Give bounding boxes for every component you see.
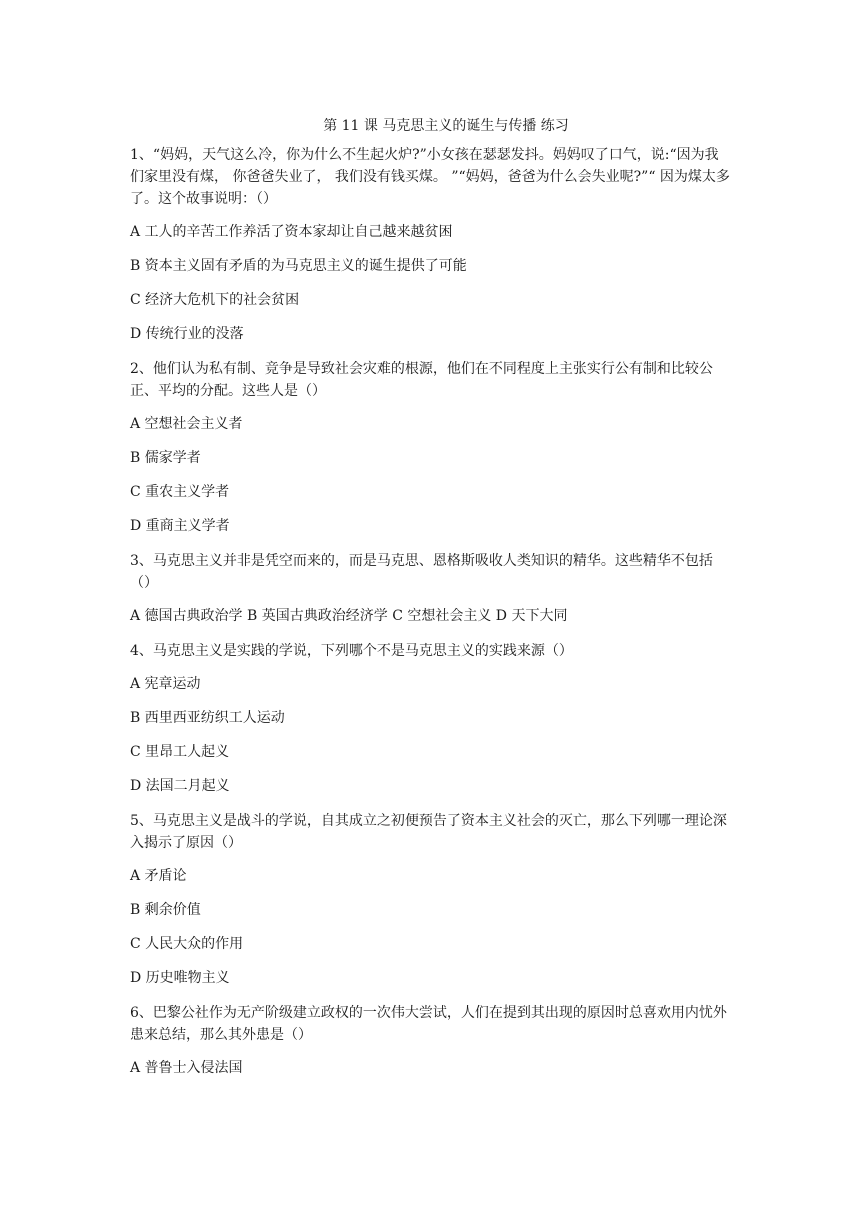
question-6-stem: 6、巴黎公社作为无产阶级建立政权的一次伟大尝试，人们在提到其出现的原因时总喜欢用内忧外患来总结，那么其外患是（） <box>130 1005 727 1043</box>
question-3-stem: 3、马克思主义并非是凭空而来的，而是马克思、恩格斯吸收人类知识的精华。这些精华不包括（） <box>130 553 713 591</box>
question-4-option-a: A 宪章运动 <box>130 676 201 692</box>
question-2-option-d: D 重商主义学者 <box>130 518 230 534</box>
question-4-stem: 4、马克思主义是实践的学说，下列哪个不是马克思主义的实践来源（） <box>130 643 573 659</box>
question-1-option-c: C 经济大危机下的社会贫困 <box>130 292 300 308</box>
question-4-option-b: B 西里西亚纺织工人运动 <box>130 710 285 726</box>
question-2-option-b: B 儒家学者 <box>130 450 201 466</box>
question-1-option-b: B 资本主义固有矛盾的为马克思主义的诞生提供了可能 <box>130 258 467 274</box>
question-5-option-d: D 历史唯物主义 <box>130 970 230 986</box>
question-2-stem: 2、他们认为私有制、竞争是导致社会灾难的根源，他们在不同程度上主张实行公有制和比较公正、平均的分配。这些人是（） <box>130 361 713 399</box>
question-5-stem: 5、马克思主义是战斗的学说，自其成立之初便预告了资本主义社会的灭亡，那么下列哪一理论深入揭示了原因（） <box>130 813 727 851</box>
question-2-option-c: C 重农主义学者 <box>130 484 230 500</box>
question-5-option-a: A 矛盾论 <box>130 868 187 884</box>
question-3-options: A 德国古典政治学 B 英国古典政治经济学 C 空想社会主义 D 天下大同 <box>130 608 568 624</box>
page-title: 第 11 课 马克思主义的诞生与传播 练习 <box>323 118 569 134</box>
question-1-option-d: D 传统行业的没落 <box>130 326 244 342</box>
question-6-option-a: A 普鲁士入侵法国 <box>130 1060 243 1076</box>
question-5-option-c: C 人民大众的作用 <box>130 936 244 952</box>
question-2-option-a: A 空想社会主义者 <box>130 416 243 432</box>
question-1-option-a: A 工人的辛苦工作养活了资本家却让自己越来越贫困 <box>130 224 453 240</box>
question-1-stem: 1、“妈妈，天气这么冷，你为什么不生起火炉?”小女孩在瑟瑟发抖。妈妈叹了口气，说:“因为我们家里没有煤， 你爸爸失业了， 我们没有钱买煤。 ”“妈妈，爸爸为什么会失业呢?”“ 因为煤太多了。这个故事说明：（） <box>130 147 730 207</box>
question-4-option-d: D 法国二月起义 <box>130 778 230 794</box>
question-4-option-c: C 里昂工人起义 <box>130 744 230 760</box>
question-5-option-b: B 剩余价值 <box>130 902 201 918</box>
